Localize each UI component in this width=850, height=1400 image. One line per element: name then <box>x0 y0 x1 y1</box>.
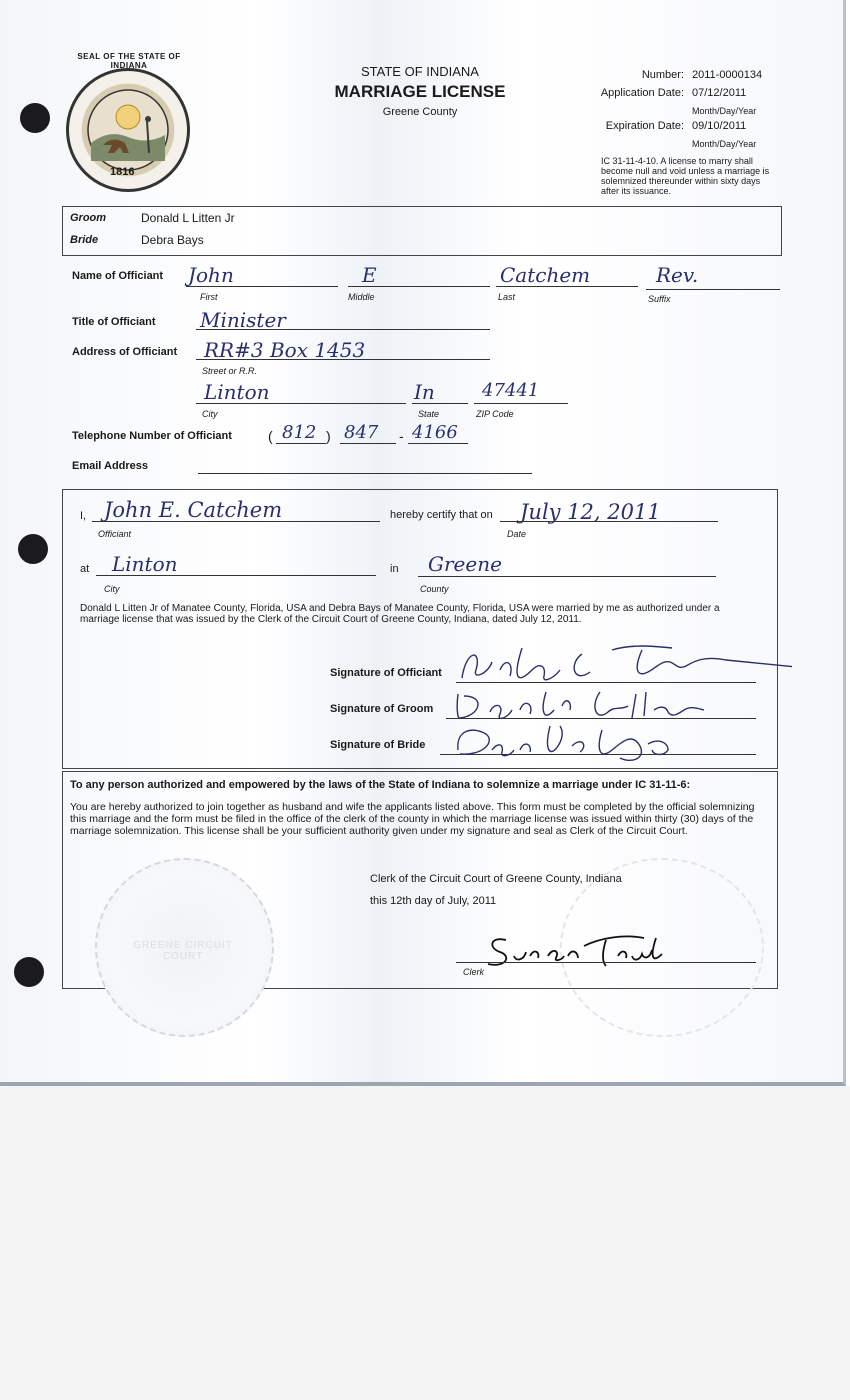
officiant-middle-name: E <box>362 263 377 287</box>
bride-name: Debra Bays <box>141 233 204 247</box>
embossed-seal-text: GREENE CIRCUIT COURT <box>133 940 233 962</box>
officiant-street: RR#3 Box 1453 <box>204 338 366 362</box>
officiant-phone-area: 812 <box>282 422 317 443</box>
officiant-phone-line: 4166 <box>412 422 458 443</box>
phone-area-line <box>276 443 326 444</box>
suffix-caption: Suffix <box>648 294 671 304</box>
scan-background <box>0 1086 850 1400</box>
number-label: Number: <box>641 69 684 81</box>
officiant-state: In <box>414 380 435 404</box>
cert-in-label: in <box>390 563 399 575</box>
page-title: MARRIAGE LICENSE <box>334 82 506 101</box>
cert-officiant-caption: Officiant <box>98 529 132 539</box>
officiant-city-line <box>196 403 406 404</box>
officiant-title-line <box>196 329 490 330</box>
city-caption: City <box>202 409 218 419</box>
officiant-suffix-line <box>646 289 780 290</box>
cert-city: Linton <box>112 552 178 576</box>
officiant-zip-line <box>474 403 568 404</box>
application-date-label: Application Date: <box>600 87 684 99</box>
cert-officiant-line <box>92 521 380 522</box>
groom-label: Groom <box>70 212 107 224</box>
authorization-heading: To any person authorized and empowered by the laws of the State of Indiana to solemnize a marriage under IC 31-11-6: <box>70 779 691 791</box>
officiant-zip: 47441 <box>482 380 540 401</box>
email-label: Email Address <box>72 460 149 472</box>
cert-county: Greene <box>428 552 502 576</box>
officiant-state-line <box>412 403 468 404</box>
officiant-address-label: Address of Officiant <box>72 346 178 358</box>
application-date: 07/12/2011 <box>692 87 747 99</box>
clerk-line: Clerk of the Circuit Court of Greene County, Indiana <box>370 873 622 885</box>
cert-county-caption: County <box>420 584 449 594</box>
expiration-date: 09/10/2011 <box>692 120 747 132</box>
officiant-name-label: Name of Officiant <box>72 270 164 282</box>
cert-city-line <box>96 575 376 576</box>
cert-city-caption: City <box>104 584 120 594</box>
officiant-phone-prefix: 847 <box>344 422 379 443</box>
sig-bride-label: Signature of Bride <box>330 739 426 751</box>
cert-at-label: at <box>80 563 90 575</box>
phone-close-paren: ) <box>326 428 331 444</box>
header-state: STATE OF INDIANA <box>361 64 479 79</box>
officiant-city: Linton <box>204 380 270 404</box>
officiant-phone-label: Telephone Number of Officiant <box>72 430 232 442</box>
officiant-first-name: John <box>188 263 234 287</box>
email-line <box>198 473 532 474</box>
officiant-middle-line <box>348 286 490 287</box>
license-number: 2011-0000134 <box>692 69 763 81</box>
authorization-body: You are hereby authorized to join together as husband and wife the applicants listed above. This form must be completed by the official solemnizing this marriage and the form must be filed in the office of the clerk of the county in which the marriage license was issued within thirty (30) days of the marriage solemnization. This license shall be your sufficient authority given under my signature and seal as Clerk of the Circuit Court. <box>70 801 755 837</box>
cert-date-caption: Date <box>507 529 527 539</box>
sig-groom-label: Signature of Groom <box>330 703 434 715</box>
cert-officiant-name: John E. Catchem <box>104 498 283 522</box>
application-date-format: Month/Day/Year <box>692 106 757 116</box>
sig-officiant-label: Signature of Officiant <box>330 667 442 679</box>
seal-ring-text: SEAL OF THE STATE OF INDIANA <box>77 52 181 70</box>
cert-date: July 12, 2011 <box>520 500 661 524</box>
cert-certify-text: hereby certify that on <box>390 509 493 521</box>
last-caption: Last <box>498 292 516 302</box>
bride-label: Bride <box>70 234 99 246</box>
officiant-signature <box>452 640 792 690</box>
officiant-suffix: Rev. <box>656 263 699 287</box>
officiant-first-line <box>186 286 338 287</box>
officiant-title: Minister <box>200 308 286 332</box>
punch-hole-top <box>20 103 50 133</box>
expiration-date-format: Month/Day/Year <box>692 139 757 149</box>
officiant-last-line <box>496 286 638 287</box>
bride-signature <box>452 720 692 766</box>
phone-prefix-line <box>340 443 396 444</box>
phone-open-paren: ( <box>268 428 273 444</box>
first-caption: First <box>200 292 218 302</box>
middle-caption: Middle <box>348 292 375 302</box>
cert-date-line <box>500 521 718 522</box>
cert-i-label: I, <box>80 510 87 522</box>
groom-name: Donald L Litten Jr <box>141 211 235 225</box>
state-caption: State <box>418 409 440 419</box>
cert-county-line <box>418 576 716 577</box>
punch-hole-bottom <box>14 957 44 987</box>
street-caption: Street or R.R. <box>202 366 258 376</box>
cert-statement: Donald L Litten Jr of Manatee County, Florida, USA and Debra Bays of Manatee County, Florida, USA were married by me as authorized under a marriage license that was issued by the Clerk of the Circuit Court of Greene County, Indiana, dated July 12, 2011. <box>80 603 720 625</box>
header-county: Greene County <box>382 106 458 118</box>
validity-notice: IC 31-11-4-10. A license to marry shall become null and void unless a marriage is solemnized thereunder within sixty days after its issuance. <box>601 156 770 196</box>
officiant-last-name: Catchem <box>500 263 591 287</box>
expiration-date-label: Expiration Date: <box>605 120 684 132</box>
zip-caption: ZIP Code <box>476 409 514 419</box>
seal-year: 1816 <box>110 166 135 178</box>
phone-dash: - <box>399 428 404 444</box>
clerk-signature-line <box>456 962 756 963</box>
clerk-caption: Clerk <box>463 967 485 977</box>
officiant-street-line <box>196 359 490 360</box>
officiant-title-label: Title of Officiant <box>72 316 156 328</box>
clerk-signature <box>480 928 670 974</box>
punch-hole-middle <box>18 534 48 564</box>
phone-line-line <box>408 443 468 444</box>
day-line: this 12th day of July, 2011 <box>370 895 497 907</box>
